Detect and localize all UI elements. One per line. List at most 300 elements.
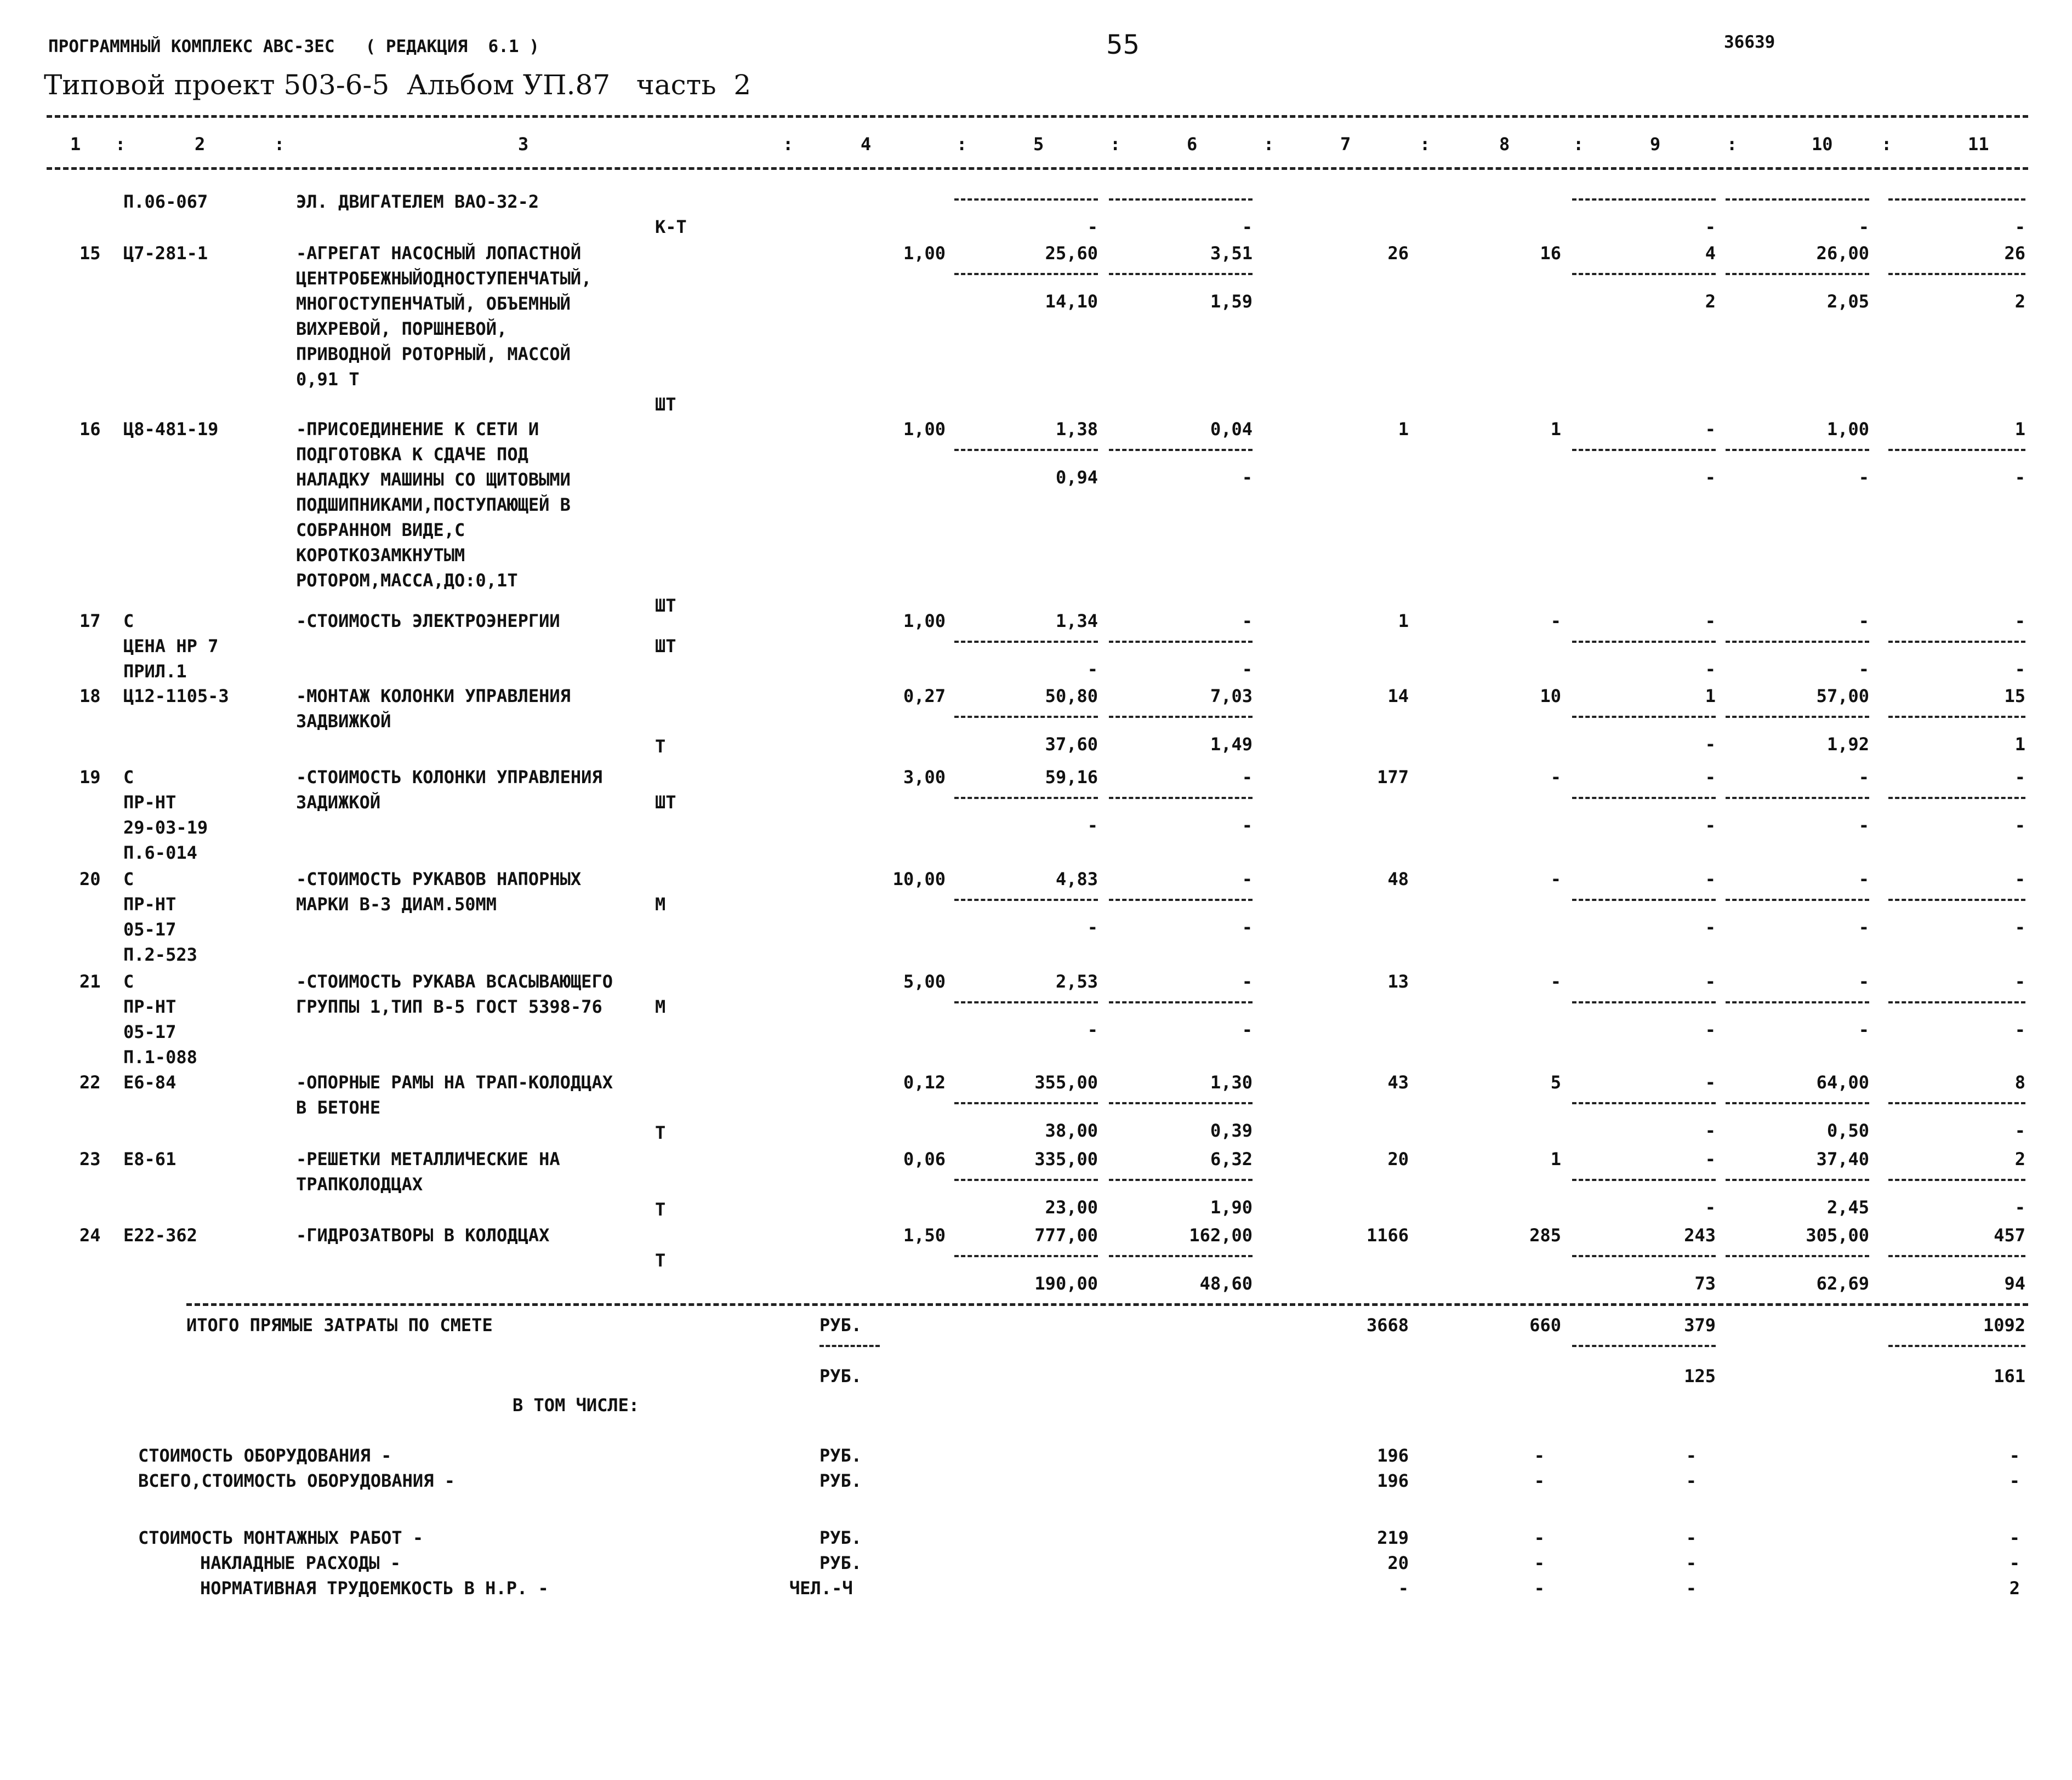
unit-of-measure: Т <box>655 1199 666 1220</box>
cell-divider-dashes <box>1726 273 1869 275</box>
cell-value-secondary: 94 <box>2004 1273 2025 1294</box>
cell-value-secondary: 2 <box>1705 291 1716 312</box>
cell-value: 7,03 <box>1210 686 1253 706</box>
cell-divider-dashes <box>1572 899 1716 901</box>
summary-value: - <box>1398 1578 1409 1599</box>
norm-code: 05-17 <box>123 1022 177 1042</box>
cell-value-secondary: 0,50 <box>1826 1120 1869 1141</box>
norm-code: 05-17 <box>123 919 177 940</box>
cell-divider-dashes <box>1888 449 2025 451</box>
cell-value: 20 <box>1387 1149 1409 1169</box>
cell-value: - <box>1550 971 1561 992</box>
cell-value: - <box>1705 1072 1716 1093</box>
cell-divider-dashes <box>954 716 1098 718</box>
cell-value-secondary: - <box>1087 815 1098 836</box>
cell-value: 13 <box>1387 971 1409 992</box>
column-separator: : <box>1573 134 1584 155</box>
cell-value-secondary: 0,94 <box>1055 467 1098 488</box>
cell-value: 50,80 <box>1045 686 1098 706</box>
cell-value-secondary: - <box>2014 815 2025 836</box>
cell-value: 285 <box>1529 1225 1561 1246</box>
summary-value: - <box>1534 1553 1545 1573</box>
unit-of-measure: ШТ <box>655 394 676 415</box>
cell-divider-dashes <box>1109 198 1253 201</box>
work-description: -РЕШЕТКИ МЕТАЛЛИЧЕСКИЕ НА <box>296 1149 560 1169</box>
cell-value-secondary: 190,00 <box>1034 1273 1098 1294</box>
cell-value-secondary: - <box>1242 917 1253 938</box>
cell-value-secondary: - <box>1705 467 1716 488</box>
cell-value: - <box>1550 611 1561 631</box>
cell-value: 26 <box>2004 243 2025 264</box>
document-number: 36639 <box>1724 32 1775 52</box>
norm-code: ПР-НТ <box>123 792 177 813</box>
cell-divider-dashes <box>1888 1255 2025 1257</box>
cell-value: 1 <box>1705 686 1716 706</box>
totals-label: ИТОГО ПРЯМЫЕ ЗАТРАТЫ ПО СМЕТЕ <box>186 1315 493 1336</box>
work-description: НАЛАДКУ МАШИНЫ СО ЩИТОВЫМИ <box>296 469 571 490</box>
cell-divider-dashes <box>1888 1345 2025 1347</box>
cell-value: - <box>1550 767 1561 788</box>
cell-value: - <box>1550 869 1561 889</box>
work-description: В БЕТОНЕ <box>296 1097 381 1118</box>
norm-code: Е22-362 <box>123 1225 197 1246</box>
cell-value-secondary: - <box>2014 467 2025 488</box>
column-separator: : <box>274 134 285 155</box>
column-number: 2 <box>195 134 206 155</box>
norm-code: Е6-84 <box>123 1072 177 1093</box>
cell-divider-dashes <box>1726 198 1869 201</box>
norm-code: Е8-61 <box>123 1149 177 1169</box>
cell-value: 26,00 <box>1816 243 1869 264</box>
norm-code: ЦЕНА НР 7 <box>123 636 219 657</box>
cell-value: 43 <box>1387 1072 1409 1093</box>
cell-divider-dashes <box>1109 716 1253 718</box>
cell-value-secondary: - <box>1242 815 1253 836</box>
cell-value: 1 <box>1550 1149 1561 1169</box>
cell-value: 1 <box>2014 419 2025 440</box>
cell-value: 1 <box>1398 611 1409 631</box>
cell-divider-dashes <box>1726 797 1869 799</box>
cell-divider-dashes <box>1572 641 1716 643</box>
cell-value-secondary: 1,92 <box>1826 734 1869 755</box>
summary-value: - <box>2009 1470 2020 1491</box>
summary-value: 219 <box>1377 1527 1409 1548</box>
cell-value: - <box>1242 971 1253 992</box>
cell-value: 162,00 <box>1189 1225 1253 1246</box>
norm-code: ПР-НТ <box>123 894 177 915</box>
cell-divider-dashes <box>954 1179 1098 1181</box>
cell-value: 1,38 <box>1055 419 1098 440</box>
cell-divider-dashes <box>1888 1179 2025 1181</box>
summary-label: НОРМАТИВНАЯ ТРУДОЕМКОСТЬ В Н.Р. - <box>200 1578 549 1599</box>
work-description: МАРКИ В-3 ДИАМ.50ММ <box>296 894 497 915</box>
work-description: ЭЛ. ДВИГАТЕЛЕМ ВАО-32-2 <box>296 191 539 212</box>
summary-value: 2 <box>2009 1578 2020 1599</box>
cell-value: 14 <box>1387 686 1409 706</box>
cell-divider-dashes <box>1888 797 2025 799</box>
cell-value: 1 <box>1550 419 1561 440</box>
cell-divider-dashes <box>1726 1102 1869 1104</box>
cell-value: 177 <box>1377 767 1409 788</box>
norm-code: П.1-088 <box>123 1047 197 1068</box>
norm-code: Ц12-1105-3 <box>123 686 229 706</box>
cell-value-secondary: - <box>2014 1019 2025 1040</box>
cell-value-secondary: - <box>2014 216 2025 237</box>
cell-value: 305,00 <box>1806 1225 1869 1246</box>
row-number: 17 <box>79 611 101 631</box>
row-number: 20 <box>79 869 101 889</box>
summary-value: - <box>2009 1553 2020 1573</box>
row-number: 24 <box>79 1225 101 1246</box>
cell-value: 6,32 <box>1210 1149 1253 1169</box>
cell-value-secondary: - <box>1242 1019 1253 1040</box>
totals-rule <box>186 1303 2028 1306</box>
cell-divider-dashes <box>1572 716 1716 718</box>
summary-unit: РУБ. <box>819 1527 862 1548</box>
cell-value: 59,16 <box>1045 767 1098 788</box>
total-value-secondary: 161 <box>1994 1366 2025 1387</box>
cell-divider-dashes <box>954 449 1098 451</box>
cell-value: - <box>1242 767 1253 788</box>
cell-value: - <box>1705 767 1716 788</box>
totals-unit-2: РУБ. <box>819 1366 862 1387</box>
column-number: 8 <box>1499 134 1510 155</box>
summary-value: - <box>1534 1470 1545 1491</box>
column-number: 7 <box>1340 134 1351 155</box>
cell-divider-dashes <box>1888 1102 2025 1104</box>
cell-divider-dashes <box>1572 1345 1716 1347</box>
summary-value: 196 <box>1377 1445 1409 1466</box>
summary-unit: ЧЕЛ.-Ч <box>789 1578 853 1599</box>
cell-value: 335,00 <box>1034 1149 1098 1169</box>
total-value: 3668 <box>1366 1315 1409 1336</box>
quantity: 5,00 <box>903 971 946 992</box>
cell-value-secondary: - <box>2014 917 2025 938</box>
summary-value: - <box>1686 1578 1697 1599</box>
header-rule <box>47 167 2028 170</box>
work-description: МНОГОСТУПЕНЧАТЫЙ, ОБЪЕМНЫЙ <box>296 293 571 314</box>
cell-value-secondary: - <box>1705 1197 1716 1218</box>
norm-code: ПРИЛ.1 <box>123 661 187 682</box>
work-description: -ПРИСОЕДИНЕНИЕ К СЕТИ И <box>296 419 539 440</box>
cell-divider-dashes <box>954 1001 1098 1003</box>
program-header: ПРОГРАММНЫЙ КОМПЛЕКС АВС-3ЕС ( РЕДАКЦИЯ 6.1 ) <box>48 37 539 56</box>
cell-divider-dashes <box>1109 1102 1253 1104</box>
total-value: 379 <box>1684 1315 1716 1336</box>
norm-code: П.2-523 <box>123 944 197 965</box>
cell-value: 355,00 <box>1034 1072 1098 1093</box>
unit-of-measure: Т <box>655 1250 666 1271</box>
cell-value-secondary: - <box>1705 1120 1716 1141</box>
cell-divider-dashes <box>1572 198 1716 201</box>
cell-value-secondary: - <box>1705 734 1716 755</box>
cell-value-secondary: - <box>1705 216 1716 237</box>
norm-code: Ц7-281-1 <box>123 243 208 264</box>
cell-value-secondary: 1,49 <box>1210 734 1253 755</box>
quantity: 1,00 <box>903 419 946 440</box>
work-description: -СТОИМОСТЬ РУКАВА ВСАСЫВАЮЩЕГО <box>296 971 613 992</box>
cell-divider-dashes <box>954 273 1098 275</box>
cell-value-secondary: - <box>1705 815 1716 836</box>
cell-value-secondary: - <box>1705 1019 1716 1040</box>
column-separator: : <box>1881 134 1892 155</box>
column-separator: : <box>1263 134 1274 155</box>
column-number: 3 <box>518 134 529 155</box>
norm-code: С <box>123 869 134 889</box>
cell-value-secondary: 23,00 <box>1045 1197 1098 1218</box>
cell-divider-dashes <box>1726 1255 1869 1257</box>
cell-divider-dashes <box>1109 449 1253 451</box>
cell-value: - <box>1242 869 1253 889</box>
cell-value-secondary: - <box>1858 216 1869 237</box>
cell-divider-dashes <box>1888 198 2025 201</box>
quantity: 0,27 <box>903 686 946 706</box>
summary-unit: РУБ. <box>819 1445 862 1466</box>
cell-value: - <box>1858 767 1869 788</box>
work-description: -СТОИМОСТЬ РУКАВОВ НАПОРНЫХ <box>296 869 582 889</box>
norm-code: Ц8-481-19 <box>123 419 219 440</box>
summary-value: 196 <box>1377 1470 1409 1491</box>
quantity: 3,00 <box>903 767 946 788</box>
cell-divider-dashes <box>1572 1255 1716 1257</box>
norm-code: П.6-014 <box>123 842 197 863</box>
unit-of-measure: Т <box>655 1122 666 1143</box>
cell-value: 48 <box>1387 869 1409 889</box>
cell-value: - <box>1242 611 1253 631</box>
cell-divider-dashes <box>1888 716 2025 718</box>
cell-value-secondary: - <box>1705 659 1716 680</box>
cell-value-secondary: 2,05 <box>1826 291 1869 312</box>
cell-value: 10 <box>1540 686 1561 706</box>
cell-value: 0,04 <box>1210 419 1253 440</box>
cell-value-secondary: - <box>2014 1197 2025 1218</box>
cell-value-secondary: 14,10 <box>1045 291 1098 312</box>
quantity: 1,00 <box>903 243 946 264</box>
norm-code: С <box>123 971 134 992</box>
work-description: КОРОТКОЗАМКНУТЫМ <box>296 545 465 566</box>
summary-value: - <box>1534 1578 1545 1599</box>
cell-value-secondary: 1,90 <box>1210 1197 1253 1218</box>
cell-divider-dashes <box>1109 1179 1253 1181</box>
cell-value-secondary: - <box>1087 216 1098 237</box>
page-number: 55 <box>1106 30 1140 60</box>
cell-value-secondary: - <box>1858 1019 1869 1040</box>
cell-value: - <box>1705 419 1716 440</box>
cell-value-secondary: 62,69 <box>1816 1273 1869 1294</box>
column-separator: : <box>115 134 126 155</box>
column-separator: : <box>957 134 967 155</box>
cell-value-secondary: - <box>1705 917 1716 938</box>
cell-value: - <box>1705 869 1716 889</box>
cell-divider-dashes <box>954 198 1098 201</box>
column-separator: : <box>1110 134 1121 155</box>
cell-divider-dashes <box>1888 1001 2025 1003</box>
norm-code: 29-03-19 <box>123 817 208 838</box>
cell-value: 1,34 <box>1055 611 1098 631</box>
unit-of-measure: ШТ <box>655 595 676 616</box>
cell-divider-dashes <box>1109 273 1253 275</box>
summary-value: 20 <box>1387 1553 1409 1573</box>
cell-value-secondary: 0,39 <box>1210 1120 1253 1141</box>
column-number: 11 <box>1968 134 1989 155</box>
cell-divider-dashes <box>1726 1179 1869 1181</box>
cell-value: 243 <box>1684 1225 1716 1246</box>
cell-value-secondary: - <box>1858 815 1869 836</box>
total-value: 660 <box>1529 1315 1561 1336</box>
row-number: 19 <box>79 767 101 788</box>
cell-value: - <box>1858 869 1869 889</box>
cell-divider-dashes <box>1572 1102 1716 1104</box>
cell-value-secondary: 38,00 <box>1045 1120 1098 1141</box>
row-number: 16 <box>79 419 101 440</box>
summary-label: СТОИМОСТЬ ОБОРУДОВАНИЯ - <box>138 1445 392 1466</box>
totals-unit: РУБ. <box>819 1315 862 1336</box>
cell-value: 1,30 <box>1210 1072 1253 1093</box>
cell-value: 25,60 <box>1045 243 1098 264</box>
work-description: СОБРАННОМ ВИДЕ,С <box>296 520 465 540</box>
summary-value: - <box>1686 1527 1697 1548</box>
summary-value: - <box>1686 1470 1697 1491</box>
project-title: Типовой проект 503-6-5 Альбом УП.87 часть 2 <box>44 69 752 101</box>
cell-divider-dashes <box>1109 797 1253 799</box>
cell-value-secondary: - <box>2014 1120 2025 1141</box>
total-value-secondary: 125 <box>1684 1366 1716 1387</box>
work-description: ПРИВОДНОЙ РОТОРНЫЙ, МАССОЙ <box>296 344 571 364</box>
cell-value: 3,51 <box>1210 243 1253 264</box>
work-description: ТРАПКОЛОДЦАХ <box>296 1174 423 1195</box>
summary-value: - <box>1686 1553 1697 1573</box>
work-description: -СТОИМОСТЬ КОЛОНКИ УПРАВЛЕНИЯ <box>296 767 602 788</box>
cell-value: 777,00 <box>1034 1225 1098 1246</box>
cell-divider-dashes <box>1888 641 2025 643</box>
work-description: -МОНТАЖ КОЛОНКИ УПРАВЛЕНИЯ <box>296 686 571 706</box>
summary-value: - <box>2009 1445 2020 1466</box>
including-label: В ТОМ ЧИСЛЕ: <box>513 1395 640 1416</box>
cell-divider-dashes <box>1109 1001 1253 1003</box>
cell-value-secondary: 48,60 <box>1199 1273 1253 1294</box>
cell-value-secondary: - <box>1087 659 1098 680</box>
cell-value: 5 <box>1550 1072 1561 1093</box>
cell-value-secondary: - <box>2014 659 2025 680</box>
column-separator: : <box>783 134 794 155</box>
column-separator: : <box>1727 134 1738 155</box>
work-description: РОТОРОМ,МАССА,ДО:0,1Т <box>296 570 518 591</box>
cell-value: 457 <box>1994 1225 2025 1246</box>
cell-value-secondary: 73 <box>1694 1273 1716 1294</box>
cell-divider-dashes <box>954 641 1098 643</box>
cell-value: 15 <box>2004 686 2025 706</box>
column-number: 6 <box>1187 134 1198 155</box>
column-separator: : <box>1420 134 1431 155</box>
row-number: 15 <box>79 243 101 264</box>
column-number: 9 <box>1650 134 1661 155</box>
work-description: -ОПОРНЫЕ РАМЫ НА ТРАП-КОЛОДЦАХ <box>296 1072 613 1093</box>
cell-divider-dashes <box>1726 449 1869 451</box>
row-number: 18 <box>79 686 101 706</box>
cell-divider-dashes <box>1109 1255 1253 1257</box>
cell-value-secondary: - <box>1087 917 1098 938</box>
cell-value: 26 <box>1387 243 1409 264</box>
column-number: 1 <box>70 134 81 155</box>
unit-of-measure: М <box>655 996 666 1017</box>
summary-unit: РУБ. <box>819 1553 862 1573</box>
cell-value-secondary: - <box>1858 467 1869 488</box>
cell-divider-dashes <box>954 1102 1098 1104</box>
summary-value: - <box>1686 1445 1697 1466</box>
work-description: ПОДГОТОВКА К СДАЧЕ ПОД <box>296 444 528 465</box>
cell-divider-dashes <box>1572 449 1716 451</box>
work-description: ГРУППЫ 1,ТИП В-5 ГОСТ 5398-76 <box>296 996 602 1017</box>
cell-divider-dashes <box>954 899 1098 901</box>
unit-of-measure: ШТ <box>655 636 676 657</box>
cell-value: 1 <box>1398 419 1409 440</box>
cell-value-secondary: 2 <box>2014 291 2025 312</box>
unit-of-measure: ШТ <box>655 792 676 813</box>
quantity: 0,12 <box>903 1072 946 1093</box>
cell-value-secondary: 2,45 <box>1826 1197 1869 1218</box>
work-description: 0,91 Т <box>296 369 360 390</box>
quantity: 1,00 <box>903 611 946 631</box>
quantity: 0,06 <box>903 1149 946 1169</box>
cell-divider-dashes <box>1726 641 1869 643</box>
work-description: ЦЕНТРОБЕЖНЫЙОДНОСТУПЕНЧАТЫЙ, <box>296 268 592 289</box>
cell-value-secondary: 1,59 <box>1210 291 1253 312</box>
cell-value: - <box>1858 971 1869 992</box>
work-description: -АГРЕГАТ НАСОСНЫЙ ЛОПАСТНОЙ <box>296 243 582 264</box>
row-number: 21 <box>79 971 101 992</box>
cell-value: - <box>2014 971 2025 992</box>
work-description: -СТОИМОСТЬ ЭЛЕКТРОЭНЕРГИИ <box>296 611 560 631</box>
cell-value-secondary: - <box>1242 467 1253 488</box>
cell-value: 4,83 <box>1055 869 1098 889</box>
cell-divider-dashes <box>1572 797 1716 799</box>
cell-divider-dashes <box>1572 1179 1716 1181</box>
row-number: 23 <box>79 1149 101 1169</box>
cell-value: - <box>2014 767 2025 788</box>
work-description: ВИХРЕВОЙ, ПОРШНЕВОЙ, <box>296 318 508 339</box>
cell-value: 57,00 <box>1816 686 1869 706</box>
norm-code: С <box>123 767 134 788</box>
cell-value-secondary: - <box>1242 216 1253 237</box>
unit-of-measure: К-Т <box>655 216 687 237</box>
cell-value: - <box>1858 611 1869 631</box>
cell-divider-dashes <box>1109 899 1253 901</box>
summary-label: ВСЕГО,СТОИМОСТЬ ОБОРУДОВАНИЯ - <box>138 1470 455 1491</box>
top-rule <box>47 115 2028 118</box>
cell-divider-dashes <box>954 797 1098 799</box>
quantity: 10,00 <box>892 869 946 889</box>
summary-label: НАКЛАДНЫЕ РАСХОДЫ - <box>200 1553 401 1573</box>
cell-value: 64,00 <box>1816 1072 1869 1093</box>
cell-value: 37,40 <box>1816 1149 1869 1169</box>
cell-value: 16 <box>1540 243 1561 264</box>
total-value: 1092 <box>1983 1315 2025 1336</box>
quantity: 1,50 <box>903 1225 946 1246</box>
column-number: 5 <box>1033 134 1044 155</box>
summary-value: - <box>2009 1527 2020 1548</box>
column-number: 10 <box>1812 134 1833 155</box>
cell-divider-dashes <box>1572 1001 1716 1003</box>
cell-value: - <box>1705 971 1716 992</box>
cell-value-secondary: - <box>1858 659 1869 680</box>
summary-value: - <box>1534 1527 1545 1548</box>
cell-value-secondary: 37,60 <box>1045 734 1098 755</box>
cell-value: - <box>1705 611 1716 631</box>
norm-code: ПР-НТ <box>123 996 177 1017</box>
cell-value: 1,00 <box>1826 419 1869 440</box>
cell-value: 2 <box>2014 1149 2025 1169</box>
summary-label: СТОИМОСТЬ МОНТАЖНЫХ РАБОТ - <box>138 1527 424 1548</box>
